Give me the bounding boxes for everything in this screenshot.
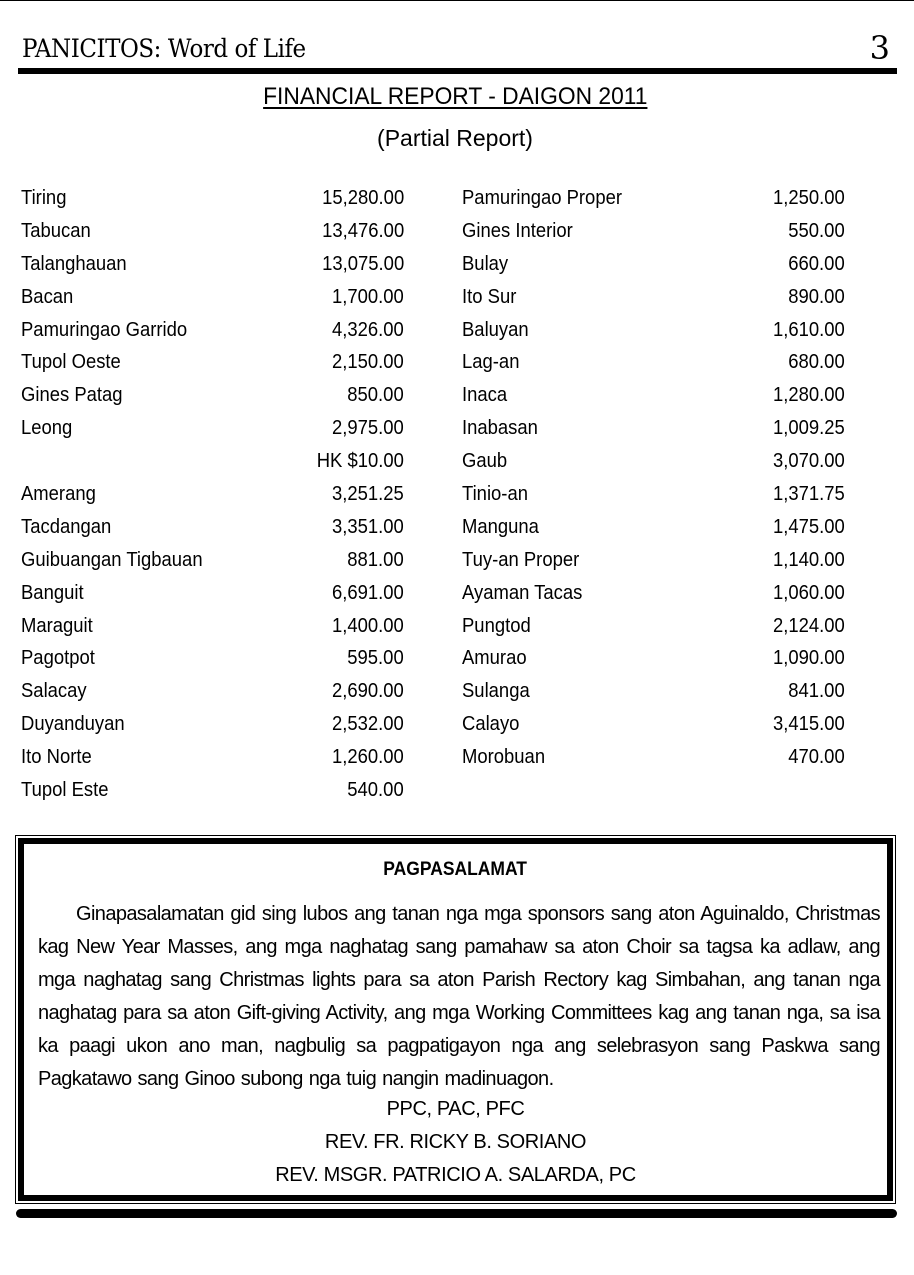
entry-chapel-name: Tabucan xyxy=(21,218,91,242)
entry-chapel-name: Talanghauan xyxy=(21,251,127,275)
entry-amount: 1,140.00 xyxy=(773,547,845,571)
entry-amount: 680.00 xyxy=(788,350,845,374)
report-entry xyxy=(462,478,845,511)
entry-amount: 2,124.00 xyxy=(773,613,845,637)
entry-amount: 13,075.00 xyxy=(321,251,404,275)
entry-amount: 4,326.00 xyxy=(332,317,404,341)
top-edge-rule xyxy=(0,0,914,1)
entry-amount: 850.00 xyxy=(347,383,404,407)
entry-chapel-name: Pamuringao Garrido xyxy=(21,317,188,341)
report-entry xyxy=(21,544,404,577)
report-entry xyxy=(21,379,404,412)
footer-rule xyxy=(16,1209,897,1218)
entry-amount: 2,532.00 xyxy=(332,712,404,736)
entry-amount: 3,415.00 xyxy=(773,712,845,736)
report-entry xyxy=(21,642,404,675)
signatory-councils: PPC, PAC, PFC xyxy=(386,1098,525,1120)
report-entry xyxy=(462,215,845,248)
entry-chapel-name: Tupol Oeste xyxy=(21,350,121,374)
entry-chapel-name: Banguit xyxy=(21,580,84,604)
entry-amount: 1,060.00 xyxy=(773,580,845,604)
report-entry xyxy=(21,774,404,807)
running-header xyxy=(20,30,896,70)
report-entry xyxy=(21,511,404,544)
entry-amount: 1,400.00 xyxy=(332,613,404,637)
report-entry xyxy=(21,215,404,248)
report-title xyxy=(0,82,910,112)
entry-chapel-name: Pungtod xyxy=(462,613,531,637)
report-entry xyxy=(462,708,845,741)
entry-chapel-name: Pagotpot xyxy=(21,646,95,670)
entry-chapel-name: Maraguit xyxy=(21,613,93,637)
report-entry xyxy=(21,314,404,347)
entry-chapel-name: Guibuangan Tigbauan xyxy=(21,547,203,571)
report-entry xyxy=(462,412,845,445)
report-entry xyxy=(21,478,404,511)
report-entry xyxy=(21,741,404,774)
report-entry xyxy=(21,445,404,478)
thanks-heading xyxy=(24,858,887,882)
report-entry xyxy=(462,314,845,347)
report-entry xyxy=(462,642,845,675)
report-entry xyxy=(462,544,845,577)
entry-amount: 540.00 xyxy=(347,778,404,802)
entry-amount: 15,280.00 xyxy=(321,186,404,209)
report-entry xyxy=(21,577,404,610)
entry-amount: 1,250.00 xyxy=(773,186,845,209)
report-entry xyxy=(462,577,845,610)
report-entry xyxy=(462,182,845,215)
report-entry xyxy=(21,346,404,379)
entry-chapel-name: Bacan xyxy=(21,284,74,308)
entry-amount: 890.00 xyxy=(788,284,845,308)
entry-chapel-name: Leong xyxy=(21,416,73,440)
entry-amount: 1,610.00 xyxy=(773,317,845,341)
signatory-parish-priest: REV. FR. RICKY B. SORIANO xyxy=(324,1131,587,1153)
entry-amount: 550.00 xyxy=(788,218,845,242)
report-entry xyxy=(462,281,845,314)
page-number: 3 xyxy=(869,29,890,67)
entry-amount: 2,975.00 xyxy=(332,416,404,440)
entry-amount: 1,475.00 xyxy=(773,514,845,538)
entry-amount: 1,009.25 xyxy=(773,416,845,440)
entry-chapel-name: Tacdangan xyxy=(21,514,112,538)
signatory-monsignor: REV. MSGR. PATRICIO A. SALARDA, PC xyxy=(275,1164,636,1186)
entry-chapel-name: Amurao xyxy=(462,646,527,670)
publication-title: PANICITOS: Word of Life xyxy=(22,34,306,63)
report-entry xyxy=(21,248,404,281)
entry-amount: 6,691.00 xyxy=(332,580,404,604)
entry-chapel-name: Inaca xyxy=(462,383,508,407)
thanks-box xyxy=(15,835,896,1204)
report-entry xyxy=(21,675,404,708)
entry-amount: 1,260.00 xyxy=(332,745,404,769)
entry-chapel-name: Tupol Este xyxy=(21,778,109,802)
entry-chapel-name: Pamuringao Proper xyxy=(462,186,622,209)
entry-amount: 1,371.75 xyxy=(773,482,845,506)
entry-chapel-name: Ito Norte xyxy=(21,745,92,769)
entry-amount: 3,351.00 xyxy=(332,514,404,538)
entry-chapel-name: Manguna xyxy=(462,514,539,538)
entry-chapel-name: Ito Sur xyxy=(462,284,517,308)
report-entry xyxy=(462,346,845,379)
report-entry xyxy=(462,610,845,643)
report-entry xyxy=(462,741,845,774)
report-entry xyxy=(462,445,845,478)
entry-amount: 3,251.25 xyxy=(332,482,404,506)
entry-chapel-name: Bulay xyxy=(462,251,509,275)
entry-amount: 595.00 xyxy=(347,646,404,670)
entry-chapel-name: Tuy-an Proper xyxy=(462,547,580,571)
report-right-column xyxy=(462,182,845,774)
report-entry xyxy=(462,248,845,281)
thanks-box-inner-border xyxy=(18,838,893,1201)
entry-chapel-name: Gaub xyxy=(462,449,508,473)
thanks-heading-text: PAGPASALAMAT xyxy=(383,859,528,880)
entry-amount: 1,280.00 xyxy=(773,383,845,407)
report-entry xyxy=(21,412,404,445)
entry-amount: 881.00 xyxy=(347,547,404,571)
entry-amount: 841.00 xyxy=(788,679,845,703)
entry-chapel-name: Inabasan xyxy=(462,416,538,440)
entry-amount: 660.00 xyxy=(788,251,845,275)
entry-chapel-name: Baluyan xyxy=(462,317,529,341)
entry-chapel-name: Duyanduyan xyxy=(21,712,125,736)
report-entry xyxy=(21,708,404,741)
entry-chapel-name: Ayaman Tacas xyxy=(462,580,583,604)
entry-chapel-name: Amerang xyxy=(21,482,96,506)
header-rule xyxy=(18,68,897,74)
entry-chapel-name: Lag-an xyxy=(462,350,520,374)
entry-amount: 2,150.00 xyxy=(332,350,404,374)
entry-chapel-name: Tiring xyxy=(21,186,67,209)
report-entry xyxy=(21,610,404,643)
entry-chapel-name: Salacay xyxy=(21,679,87,703)
report-entry xyxy=(462,379,845,412)
entry-chapel-name: Sulanga xyxy=(462,679,530,703)
entry-amount: 2,690.00 xyxy=(332,679,404,703)
entry-chapel-name: Gines Patag xyxy=(21,383,123,407)
thanks-body: Ginapasalamatan gid sing lubos ang tanan nga mga sponsors sang aton Aguinaldo, Christmas kag New Year Masses, ang mga naghatag sang pamahaw sa aton Choir sa tagsa ka adlaw, ang mga naghatag sang Christmas lights para sa aton Parish Rectory kag Simbahan, ang tanan nga naghatag para sa aton Gift-giving Activity, ang mga Working Committees kag ang tanan nga, sa isa ka paagi ukon ano man, nagbulig sa pagpatigayon nga ang selebrasyon sang Paskwa sang Pagkatawo sang Ginoo subong nga tuig nangin madinuagon. xyxy=(38,903,880,1090)
report-entry xyxy=(462,511,845,544)
entry-amount: 470.00 xyxy=(788,745,845,769)
entry-chapel-name: Gines Interior xyxy=(462,218,573,242)
report-subtitle: (Partial Report) xyxy=(377,125,533,151)
entry-chapel-name: Calayo xyxy=(462,712,520,736)
report-entry xyxy=(462,675,845,708)
report-entry xyxy=(21,281,404,314)
entry-amount: 13,476.00 xyxy=(321,218,404,242)
entry-amount: 1,700.00 xyxy=(332,284,404,308)
entry-chapel-name: Tinio-an xyxy=(462,482,528,506)
entry-amount: HK $10.00 xyxy=(316,449,404,473)
report-left-column xyxy=(21,182,404,807)
entry-amount: 1,090.00 xyxy=(773,646,845,670)
report-title-text: FINANCIAL REPORT - DAIGON 2011 xyxy=(262,83,648,110)
entry-chapel-name: Morobuan xyxy=(462,745,546,769)
report-entry xyxy=(21,182,404,215)
entry-amount: 3,070.00 xyxy=(773,449,845,473)
